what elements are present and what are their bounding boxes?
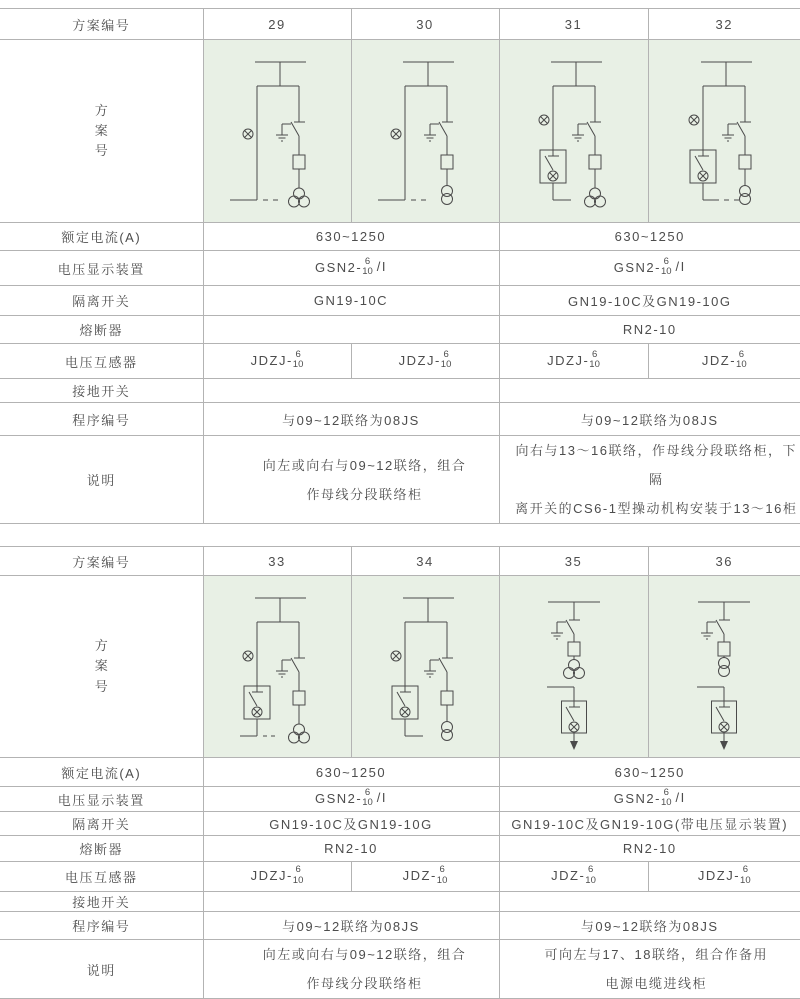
isolating-switch-value: GN19-10C及GN19-10G [203,812,499,836]
diagram-cell [351,576,499,758]
program-no-value: 与09~12联络为08JS [203,403,499,436]
earthing-switch-label: 接地开关 [0,892,203,912]
single-line-diagram [352,578,500,756]
voltage-transformer-label: 电压互感器 [0,862,203,892]
diagram-cell [499,40,648,223]
table-row [0,251,800,286]
scheme-number: 29 [203,9,351,40]
table-row [0,758,800,787]
voltage-display-label: 电压显示装置 [0,251,203,286]
scheme-diagram-label: 方案号 [0,576,203,758]
rated-current-value: 630~1250 [499,223,800,251]
voltage-transformer-value: JDZJ- 6 10 [499,344,648,379]
diagram-cell [351,40,499,223]
voltage-display-value: GSN2- 6 10 /I [499,251,800,286]
diagram-cell [648,576,800,758]
table-row [0,576,800,758]
isolating-switch-value: GN19-10C及GN19-10G [499,286,800,316]
fuse-value: RN2-10 [499,316,800,344]
rated-current-value: 630~1250 [499,758,800,787]
isolating-switch-value: GN19-10C [203,286,499,316]
isolating-switch-label: 隔离开关 [0,812,203,836]
program-no-label: 程序编号 [0,403,203,436]
table-row [0,787,800,812]
table-row [0,892,800,912]
program-no-value: 与09~12联络为08JS [499,912,800,940]
rated-current-label: 额定电流(A) [0,223,203,251]
table-row [0,912,800,940]
voltage-display-label: 电压显示装置 [0,787,203,812]
table-row [0,812,800,836]
table-row [0,836,800,862]
voltage-transformer-value: JDZ- 6 10 [499,862,648,892]
notes-label: 说明 [0,436,203,524]
scheme-table-29-32 [0,8,800,524]
table-gap [0,524,800,546]
earthing-switch-label: 接地开关 [0,379,203,403]
rated-current-value: 630~1250 [203,758,499,787]
notes-value: 向右与13～16联络，作母线分段联络柜，下隔 离开关的CS6-1型操动机构安装于13～16柜 [499,436,800,524]
earthing-switch-value [499,892,800,912]
fuse-value: RN2-10 [499,836,800,862]
single-line-diagram [204,578,352,756]
table-row [0,403,800,436]
voltage-transformer-value: JDZJ- 6 10 [351,344,499,379]
fuse-value [203,316,499,344]
table-row [0,344,800,379]
diagram-cell [499,576,648,758]
voltage-transformer-value: JDZ- 6 10 [648,344,800,379]
table-row [0,940,800,999]
voltage-transformer-value: JDZJ- 6 10 [203,862,351,892]
table-row [0,223,800,251]
program-no-label: 程序编号 [0,912,203,940]
diagram-cell [203,576,351,758]
earthing-switch-value [203,892,499,912]
notes-value: 向左或向右与09~12联络，组合 作母线分段联络柜 [203,436,499,524]
single-line-diagram [650,42,798,220]
scheme-number: 36 [648,547,800,576]
scheme-diagram-label: 方案号 [0,40,203,223]
scheme-number: 32 [648,9,800,40]
notes-label: 说明 [0,940,203,999]
table-row [0,286,800,316]
program-no-value: 与09~12联络为08JS [499,403,800,436]
voltage-transformer-value: JDZJ- 6 10 [203,344,351,379]
table-row [0,436,800,524]
notes-value: 向左或向右与09~12联络，组合 作母线分段联络柜 [203,940,499,999]
diagram-cell [203,40,351,223]
table-row [0,547,800,576]
rated-current-value: 630~1250 [203,223,499,251]
rated-current-label: 额定电流(A) [0,758,203,787]
single-line-diagram [500,578,648,756]
fuse-label: 熔断器 [0,316,203,344]
scheme-number: 34 [351,547,499,576]
voltage-transformer-label: 电压互感器 [0,344,203,379]
voltage-transformer-value: JDZJ- 6 10 [648,862,800,892]
isolating-switch-label: 隔离开关 [0,286,203,316]
voltage-display-value: GSN2- 6 10 /I [499,787,800,812]
notes-value: 可向左与17、18联络，组合作备用 电源电缆进线柜 [499,940,800,999]
single-line-diagram [500,42,648,220]
scheme-number: 33 [203,547,351,576]
single-line-diagram [204,42,352,220]
program-no-value: 与09~12联络为08JS [203,912,499,940]
fuse-value: RN2-10 [203,836,499,862]
voltage-display-value: GSN2- 6 10 /I [203,787,499,812]
scheme-no-label: 方案编号 [0,547,203,576]
fuse-label: 熔断器 [0,836,203,862]
voltage-transformer-value: JDZ- 6 10 [351,862,499,892]
scheme-number: 35 [499,547,648,576]
diagram-cell [648,40,800,223]
scheme-no-label: 方案编号 [0,9,203,40]
scheme-table-33-36 [0,546,800,999]
voltage-display-value: GSN2- 6 10 /I [203,251,499,286]
single-line-diagram [352,42,500,220]
earthing-switch-value [499,379,800,403]
scheme-number: 31 [499,9,648,40]
table-row [0,40,800,223]
table-row [0,316,800,344]
isolating-switch-value: GN19-10C及GN19-10G(带电压显示装置) [499,812,800,836]
earthing-switch-value [203,379,499,403]
table-row [0,862,800,892]
table-row [0,379,800,403]
scheme-number: 30 [351,9,499,40]
single-line-diagram [650,578,798,756]
table-row [0,9,800,40]
